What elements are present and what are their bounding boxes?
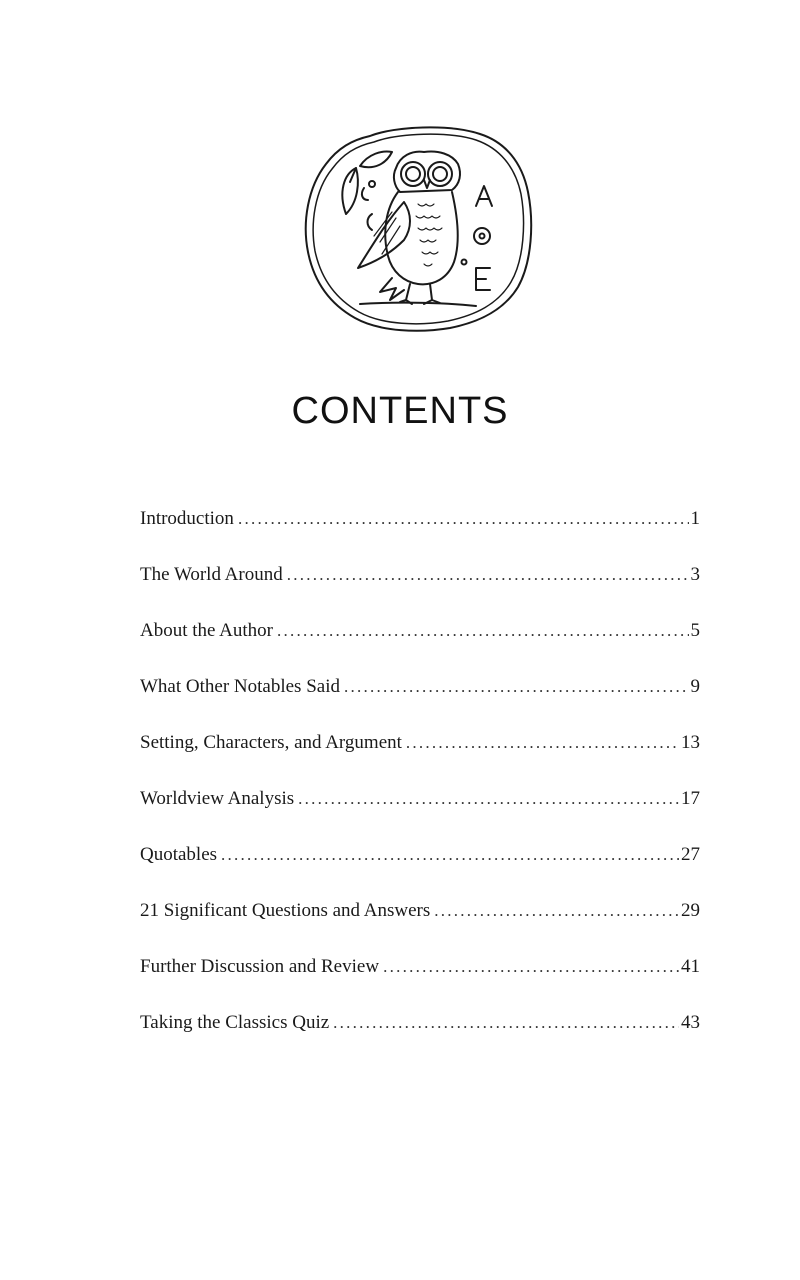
toc-entry[interactable]: [140, 620, 700, 676]
toc-entry-label: About the Author: [140, 620, 273, 641]
toc-entry[interactable]: [140, 956, 700, 1012]
toc-entry[interactable]: [140, 788, 700, 844]
dot-leader: [221, 845, 679, 865]
table-of-contents: [140, 508, 700, 1068]
toc-entry-label: Introduction: [140, 508, 234, 529]
page-title: CONTENTS: [291, 390, 509, 432]
toc-entry-page: 17: [681, 788, 700, 809]
toc-entry-page: 29: [681, 900, 700, 921]
toc-entry-page: 27: [681, 844, 700, 865]
toc-entry-label: Quotables: [140, 844, 218, 865]
toc-entry-label: Worldview Analysis: [140, 788, 295, 809]
dot-leader: [434, 901, 679, 921]
toc-entry-label: The World Around: [140, 564, 283, 585]
toc-entry[interactable]: [140, 732, 700, 788]
toc-entry-page: 5: [690, 620, 700, 641]
toc-entry[interactable]: [140, 844, 700, 900]
toc-entry[interactable]: [140, 900, 700, 956]
owl-coin-icon: [300, 122, 538, 334]
dot-leader: [238, 509, 689, 529]
toc-entry-label: 21 Significant Questions and Answers: [140, 900, 431, 921]
toc-entry[interactable]: [140, 564, 700, 620]
dot-leader: [333, 1013, 679, 1033]
toc-entry[interactable]: [140, 676, 700, 732]
dot-leader: [277, 621, 689, 641]
toc-entry-label: Further Discussion and Review: [140, 956, 380, 977]
dot-leader: [383, 957, 679, 977]
toc-entry-label: Taking the Classics Quiz: [140, 1012, 330, 1033]
dot-leader: [298, 789, 679, 809]
dot-leader: [287, 565, 689, 585]
toc-entry[interactable]: [140, 508, 700, 564]
toc-entry-page: 9: [690, 676, 700, 697]
toc-entry-page: 13: [681, 732, 700, 753]
toc-entry-page: 43: [681, 1012, 700, 1033]
toc-entry[interactable]: [140, 1012, 700, 1068]
dot-leader: [406, 733, 679, 753]
toc-entry-label: Setting, Characters, and Argument: [140, 732, 402, 753]
toc-entry-page: 3: [690, 564, 700, 585]
toc-entry-page: 41: [681, 956, 700, 977]
toc-entry-label: What Other Notables Said: [140, 676, 340, 697]
dot-leader: [344, 677, 689, 697]
toc-entry-page: 1: [690, 508, 700, 529]
